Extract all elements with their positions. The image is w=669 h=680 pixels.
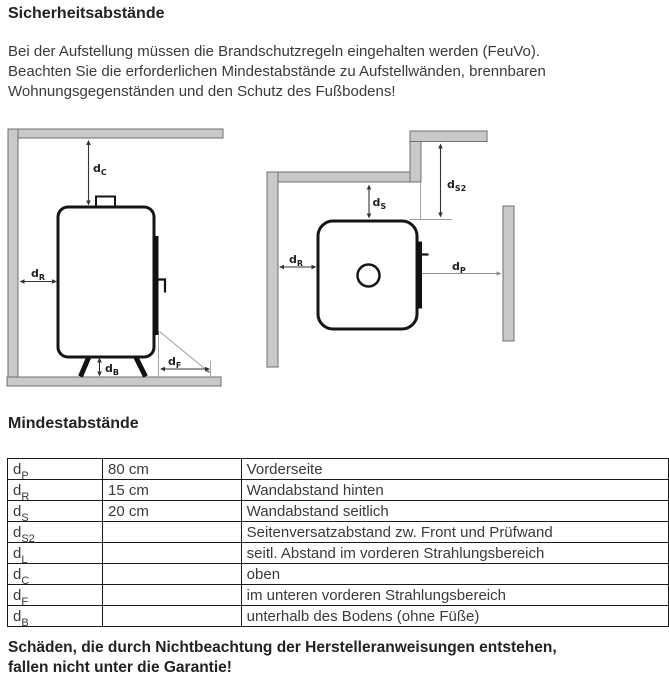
- warning-line-1: Schäden, die durch Nichtbeachtung der Herstelleranweisungen entstehen,: [8, 639, 557, 656]
- symbol-sub: P: [21, 469, 29, 480]
- table-row: [8, 459, 669, 480]
- distance-table: [7, 458, 669, 627]
- ds2-label: $d_{S2}$: [447, 178, 467, 193]
- wall-side-top: [278, 172, 420, 182]
- symbol-cell: [8, 459, 103, 480]
- stove-leg-left: [81, 357, 90, 377]
- table-row: [8, 585, 669, 606]
- stove-leg-right: [136, 357, 146, 377]
- description-cell: im unteren vorderen Strahlungsbereich: [241, 585, 668, 606]
- dr-label: $d_R$: [31, 267, 46, 282]
- symbol-cell: [8, 543, 103, 564]
- intro-line-2: Beachten Sie die erforderlichen Mindestabstände zu Aufstellwänden, brennbaren: [8, 63, 546, 80]
- value-cell: [103, 606, 242, 627]
- ceiling: [18, 129, 223, 138]
- table-row: [8, 564, 669, 585]
- value-cell: [103, 522, 242, 543]
- df-arrowhead-left: [160, 367, 165, 372]
- symbol-sub: R: [21, 490, 30, 501]
- dc-label: $d_C$: [93, 162, 107, 177]
- ds2-arrowhead-bottom: [438, 213, 443, 218]
- table-row: [8, 480, 669, 501]
- wall-rear: [8, 129, 18, 377]
- test-wall-front: [503, 206, 514, 341]
- db-arrowhead-bottom: [97, 372, 102, 377]
- symbol-cell: [8, 606, 103, 627]
- radiation-diagonal-line: [160, 332, 207, 371]
- description-cell: unterhalb des Bodens (ohne Füße): [241, 606, 668, 627]
- dr-top-arrowhead-left: [279, 265, 284, 270]
- intro-line-3: Wohnungsgegenständen und den Schutz des Fußbodens!: [8, 83, 396, 100]
- description-cell: Vorderseite: [241, 459, 668, 480]
- dr-arrowhead-left: [20, 279, 25, 284]
- symbol-sub: S: [21, 511, 29, 522]
- flue-outlet-circle: [358, 265, 380, 287]
- page-title: Sicherheitsabstände: [8, 5, 165, 22]
- table-row: [8, 543, 669, 564]
- symbol-sub: B: [21, 616, 29, 627]
- dc-arrowhead-top: [86, 140, 91, 145]
- symbol-base: d: [13, 565, 22, 583]
- value-cell: [103, 543, 242, 564]
- dc-arrowhead-bottom: [86, 201, 91, 206]
- symbol-base: d: [13, 586, 22, 604]
- value-cell: 20 cm: [103, 501, 242, 522]
- symbol-base: d: [13, 481, 22, 499]
- ds-arrowhead-bottom: [367, 214, 372, 219]
- dp-label: $d_P$: [452, 260, 466, 275]
- value-cell: [103, 564, 242, 585]
- stove-door-top: [416, 242, 422, 309]
- dp-arrowhead: [497, 271, 502, 275]
- symbol-base: d: [13, 502, 22, 520]
- symbol-sub: S2: [21, 532, 35, 543]
- ds-label: $d_S$: [372, 196, 387, 211]
- symbol-sub: C: [21, 574, 30, 585]
- wall-offset: [410, 131, 487, 142]
- dr-top-label: $d_R$: [289, 253, 304, 268]
- description-cell: Wandabstand seitlich: [241, 501, 668, 522]
- intro-paragraph: [8, 42, 663, 102]
- db-label: $d_B$: [105, 362, 119, 377]
- df-label: $d_F$: [168, 355, 182, 370]
- stove-door-side: [153, 236, 159, 335]
- side-view-diagram: [0, 120, 230, 395]
- top-view-diagram: [255, 120, 525, 380]
- table-row: [8, 522, 669, 543]
- wall-rear-top: [267, 172, 278, 367]
- description-cell: oben: [241, 564, 668, 585]
- table-row: [8, 501, 669, 522]
- symbol-cell: [8, 501, 103, 522]
- description-cell: seitl. Abstand im vorderen Strahlungsbereich: [241, 543, 668, 564]
- symbol-base: d: [13, 460, 22, 478]
- value-cell: 80 cm: [103, 459, 242, 480]
- ds2-arrowhead-top: [438, 144, 443, 149]
- symbol-sub: L: [21, 553, 28, 564]
- dr-top-arrowhead-right: [312, 265, 317, 270]
- floor: [7, 377, 221, 386]
- table-row: [8, 606, 669, 627]
- intro-line-1: Bei der Aufstellung müssen die Brandschutzregeln eingehalten werden (FeuVo).: [8, 43, 540, 60]
- symbol-base: d: [13, 523, 22, 541]
- door-handle: [159, 280, 166, 293]
- value-cell: [103, 585, 242, 606]
- warning-line-2: fallen nicht unter die Garantie!: [8, 659, 232, 676]
- symbol-base: d: [13, 544, 22, 562]
- symbol-base: d: [13, 607, 22, 625]
- symbol-cell: [8, 585, 103, 606]
- flue-stub: [96, 197, 115, 208]
- description-cell: Wandabstand hinten: [241, 480, 668, 501]
- dr-arrowhead-right: [52, 279, 57, 284]
- symbol-cell: [8, 480, 103, 501]
- section-title-mindestabstaende: Mindestabstände: [8, 415, 139, 432]
- description-cell: Seitenversatzabstand zw. Front und Prüfwand: [241, 522, 668, 543]
- stove-body-side: [58, 207, 154, 357]
- symbol-sub: F: [21, 595, 29, 606]
- symbol-cell: [8, 522, 103, 543]
- symbol-cell: [8, 564, 103, 585]
- ds-arrowhead-top: [367, 185, 372, 190]
- value-cell: 15 cm: [103, 480, 242, 501]
- warranty-warning: [8, 638, 663, 678]
